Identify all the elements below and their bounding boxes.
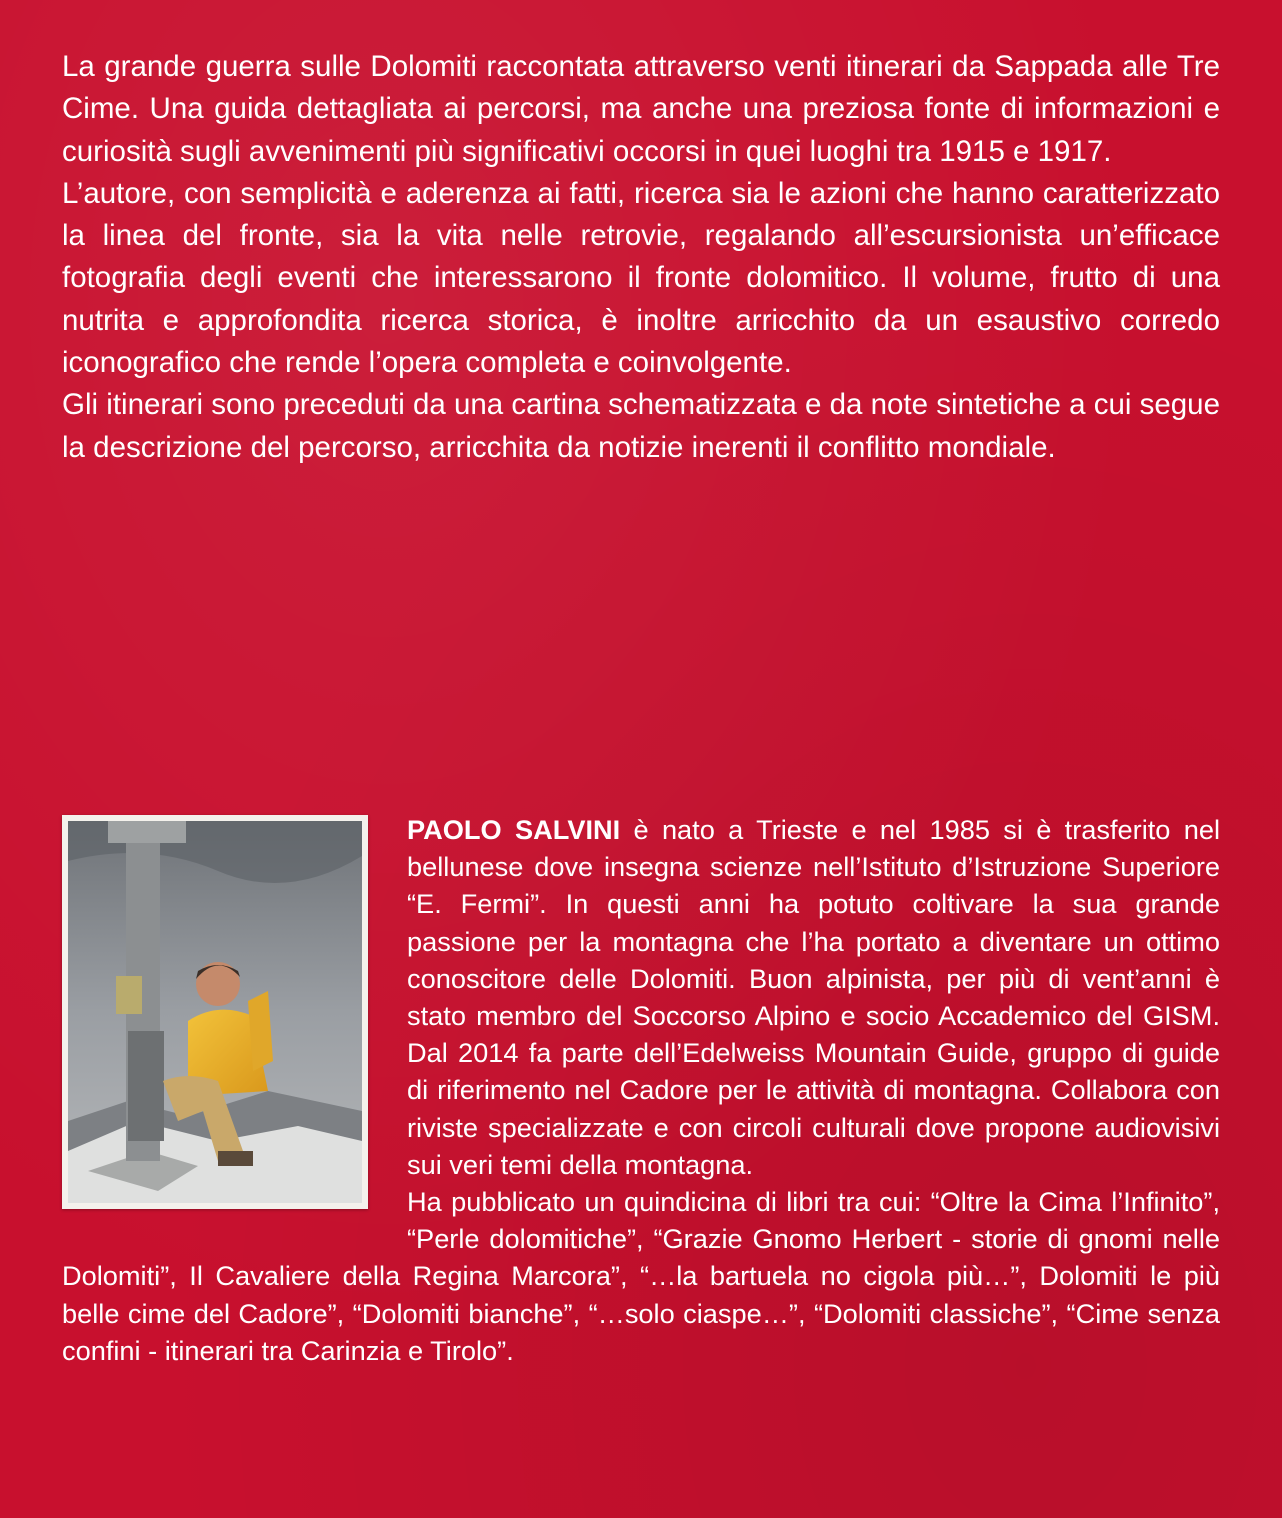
photo-spacer bbox=[62, 811, 407, 1221]
description-paragraph-2: L’autore, con semplicità e aderenza ai fatti, ricerca sia le azioni che hanno caratterizzato la linea del fronte, sia la vita nelle retrovie, regalando all’escursionista un’efficace fotografia degli eventi che interessarono il fronte dolomitico. Il volume, frutto di una nutrita e approfondita ricerca storica, è inoltre arricchito da un esaustivo corredo iconografico che rende l’opera completa e coinvolgente. bbox=[62, 176, 1220, 380]
book-description bbox=[62, 46, 1220, 469]
author-books-paragraph: Ha pubblicato un quindicina di libri tra cui: “Oltre la Cima l’Infinito”, “Perle dolomitiche”, “Grazie Gnomo Herbert - storie di gnomi nelle Dolomiti”, Il Cavaliere della Regina Marcora”, “…la bartuela no cigola più…”, Dolomiti le più belle cime del Cadore”, “Dolomiti bianche”, “…solo ciaspe…”, “Dolomiti classiche”, “Cime senza confini - itinerari tra Carinzia e Tirolo”. bbox=[62, 1186, 1220, 1366]
author-name: PAOLO SALVINI bbox=[407, 814, 621, 845]
description-paragraph-1: La grande guerra sulle Dolomiti raccontata attraverso venti itinerari da Sappada alle Tre Cime. Una guida dettagliata ai percorsi, ma anche una preziosa fonte di informazioni e curiosità sugli avvenimenti più significativi occorsi in quei luoghi tra 1915 e 1917. bbox=[62, 50, 1220, 168]
description-paragraph-3: Gli itinerari sono preceduti da una cartina schematizzata e da note sintetiche a cui segue la descrizione del percorso, arricchita da notizie inerenti il conflitto mondiale. bbox=[62, 388, 1220, 464]
author-bio-text: è nato a Trieste e nel 1985 si è trasferito nel bellunese dove insegna scienze nell’Istituto d’Istruzione Superiore “E. Fermi”. In questi anni ha potuto coltivare la sua grande passione per la montagna che l’ha portato a diventare un ottimo conoscitore delle Dolomiti. Buon alpinista, per più di vent’anni è stato membro del Soccorso Alpino e socio Accademico del GISM. Dal 2014 fa parte dell’Edelweiss Mountain Guide, gruppo di guide di riferimento nel Cadore per le attività di montagna. Collabora con riviste specializzate e con circoli culturali dove propone audiovisivi sui veri temi della montagna. bbox=[407, 814, 1221, 1180]
author-bio bbox=[62, 811, 1220, 1369]
